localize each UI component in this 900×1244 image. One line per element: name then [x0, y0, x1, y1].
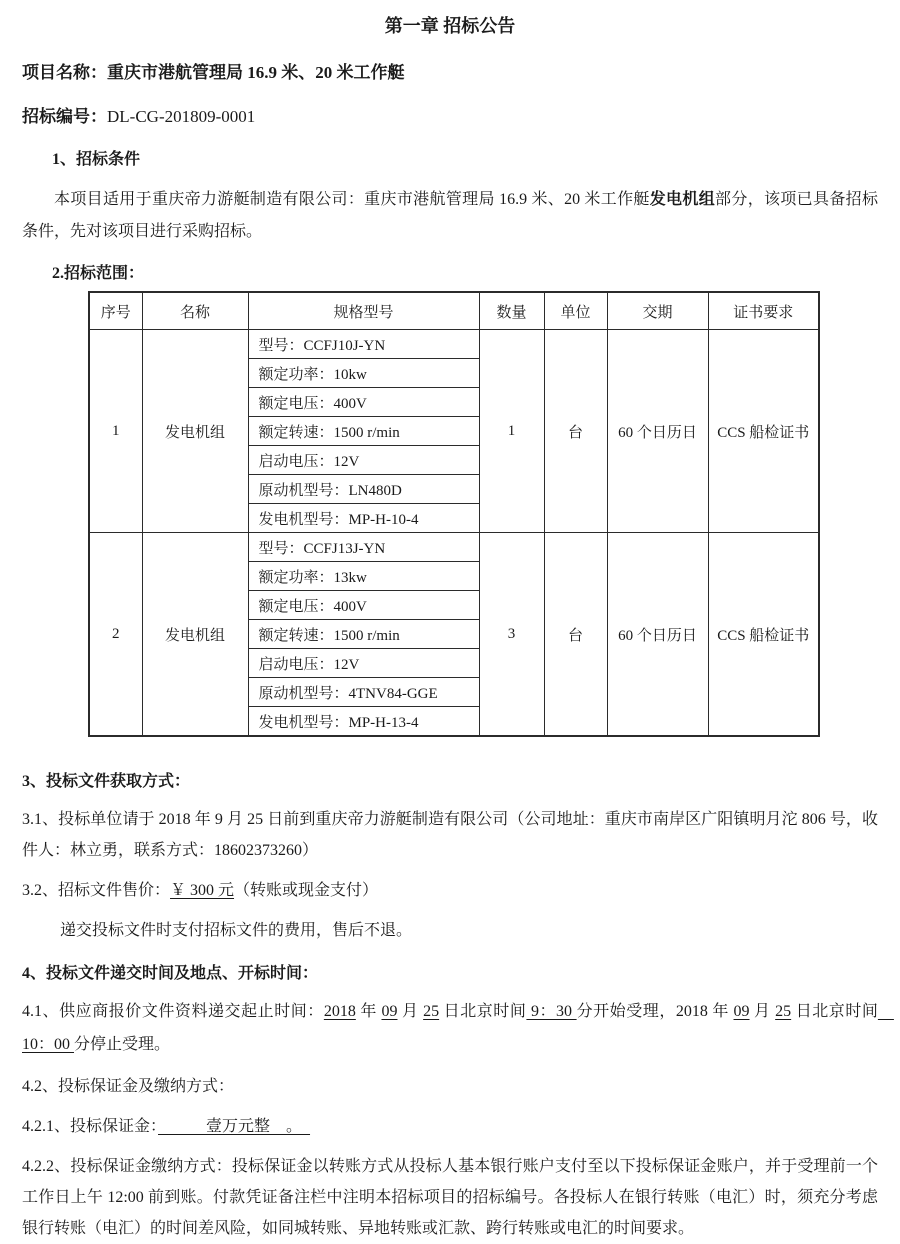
spec-item: 额定功率：10kw [248, 359, 479, 388]
col-header-name: 名称 [142, 292, 248, 330]
section3-note: 递交投标文件时支付招标文件的费用，售后不退。 [60, 922, 413, 939]
spec-item: 启动电压：12V [248, 446, 479, 475]
price-underlined: ￥ 300 元 [170, 882, 235, 899]
tender-scope-table [88, 291, 820, 737]
tender-number-line [22, 102, 878, 127]
col-header-cert: 证书要求 [708, 292, 819, 330]
text-segment: 日北京时间 [791, 1003, 878, 1020]
spec-item: 额定转速：1500 r/min [248, 620, 479, 649]
deposit-amount-underlined: 壹万元整 。 [158, 1118, 311, 1135]
tender-number-value: DL-CG-201809-0001 [107, 107, 256, 126]
text-segment: 3.2、招标文件售价： [22, 882, 171, 899]
spec-item: 型号：CCFJ13J-YN [248, 533, 479, 562]
cell-no: 1 [89, 330, 142, 533]
day-underlined: 25 [775, 1003, 792, 1020]
table-row [89, 330, 819, 359]
cell-unit: 台 [544, 533, 607, 737]
section4-item-4-2: 4.2、投标保证金及缴纳方式： [22, 1078, 235, 1095]
end-time-underlined: 10：00 [22, 1003, 894, 1053]
spec-item: 额定电压：400V [248, 591, 479, 620]
col-header-spec: 规格型号 [248, 292, 479, 330]
cell-unit: 台 [544, 330, 607, 533]
text-segment: 4.2.1、投标保证金： [22, 1118, 159, 1135]
cell-name: 发电机组 [142, 533, 248, 737]
spec-item: 发电机型号：MP-H-10-4 [248, 504, 479, 533]
cell-name: 发电机组 [142, 330, 248, 533]
cell-qty: 3 [479, 533, 544, 737]
spec-item: 型号：CCFJ10J-YN [248, 330, 479, 359]
text-segment: 月 [397, 1003, 424, 1020]
section2-heading: 2.招标范围： [52, 265, 145, 282]
year-underlined: 2018 [323, 1003, 356, 1020]
col-header-unit: 单位 [544, 292, 607, 330]
spec-item: 启动电压：12V [248, 649, 479, 678]
text-segment: 4.1、供应商报价文件资料递交起止时间： [22, 1003, 324, 1020]
table-header-row [89, 292, 819, 330]
text-segment-bold: 发电机组 [649, 191, 716, 208]
text-segment: 分停止受理。 [74, 1036, 171, 1053]
cell-delivery: 60 个日历日 [607, 330, 708, 533]
section4-item-4-2-1 [22, 1111, 878, 1142]
text-segment: 年 [355, 1003, 382, 1020]
text-segment: 月 [749, 1003, 776, 1020]
cell-delivery: 60 个日历日 [607, 533, 708, 737]
text-segment: 本项目适用于重庆帝力游艇制造有限公司：重庆市港航管理局 16.9 米、20 米工作艇 [54, 191, 650, 208]
section3-item-3-2 [22, 875, 878, 906]
day-underlined: 25 [423, 1003, 440, 1020]
project-name-label: 项目名称： [22, 63, 107, 82]
page-title: 第一章 招标公告 [384, 16, 516, 36]
text-segment: 日北京时间 [439, 1003, 527, 1020]
cell-no: 2 [89, 533, 142, 737]
section1-heading: 1、招标条件 [52, 151, 141, 168]
cell-cert: CCS 船检证书 [708, 330, 819, 533]
section3-item-3-1: 3.1、投标单位请于 2018 年 9 月 25 日前到重庆帝力游艇制造有限公司（公司地址：重庆市南岸区广阳镇明月沱 806 号，收件人：林立勇，联系方式：18602373260） [22, 811, 878, 859]
section4-heading: 4、投标文件递交时间及地点、开标时间： [22, 965, 319, 982]
text-segment: （转账或现金支付） [234, 882, 379, 899]
spec-item: 额定电压：400V [248, 388, 479, 417]
project-name-line [22, 58, 878, 83]
start-time-underlined: 9：30 [526, 1003, 577, 1020]
col-header-delivery: 交期 [607, 292, 708, 330]
project-name-value: 重庆市港航管理局 16.9 米、20 米工作艇 [107, 63, 405, 82]
spec-item: 额定转速：1500 r/min [248, 417, 479, 446]
tender-number-label: 招标编号： [22, 107, 107, 126]
cell-cert: CCS 船检证书 [708, 533, 819, 737]
spec-item: 发电机型号：MP-H-13-4 [248, 707, 479, 737]
cell-qty: 1 [479, 330, 544, 533]
month-underlined: 09 [381, 1003, 398, 1020]
section3-heading: 3、投标文件获取方式： [22, 773, 191, 790]
spec-item: 原动机型号：LN480D [248, 475, 479, 504]
section1-paragraph [22, 184, 878, 248]
table-row [89, 533, 819, 562]
section4-item-4-2-2: 4.2.2、投标保证金缴纳方式：投标保证金以转账方式从投标人基本银行账户支付至以下投标保证金账户，并于受理前一个工作日上午 12:00 前到账。付款凭证备注栏中注明本招标项目的招标编号。各投标人在银行转账（电汇）时，须充分考虑银行转账（电汇）的时间差风险，如同城转账、异地转账或汇款、跨行转账或电汇的时间要求。 [22, 1158, 878, 1237]
text-segment: 部分，该项已具备招标条件，先对该项目进行采购招标。 [22, 191, 878, 240]
col-header-qty: 数量 [479, 292, 544, 330]
spec-item: 原动机型号：4TNV84-GGE [248, 678, 479, 707]
text-segment: 分开始受理，2018 年 [576, 1003, 734, 1020]
col-header-no: 序号 [89, 292, 142, 330]
section4-item-4-1 [22, 995, 894, 1061]
spec-item: 额定功率：13kw [248, 562, 479, 591]
month-underlined: 09 [733, 1003, 750, 1020]
